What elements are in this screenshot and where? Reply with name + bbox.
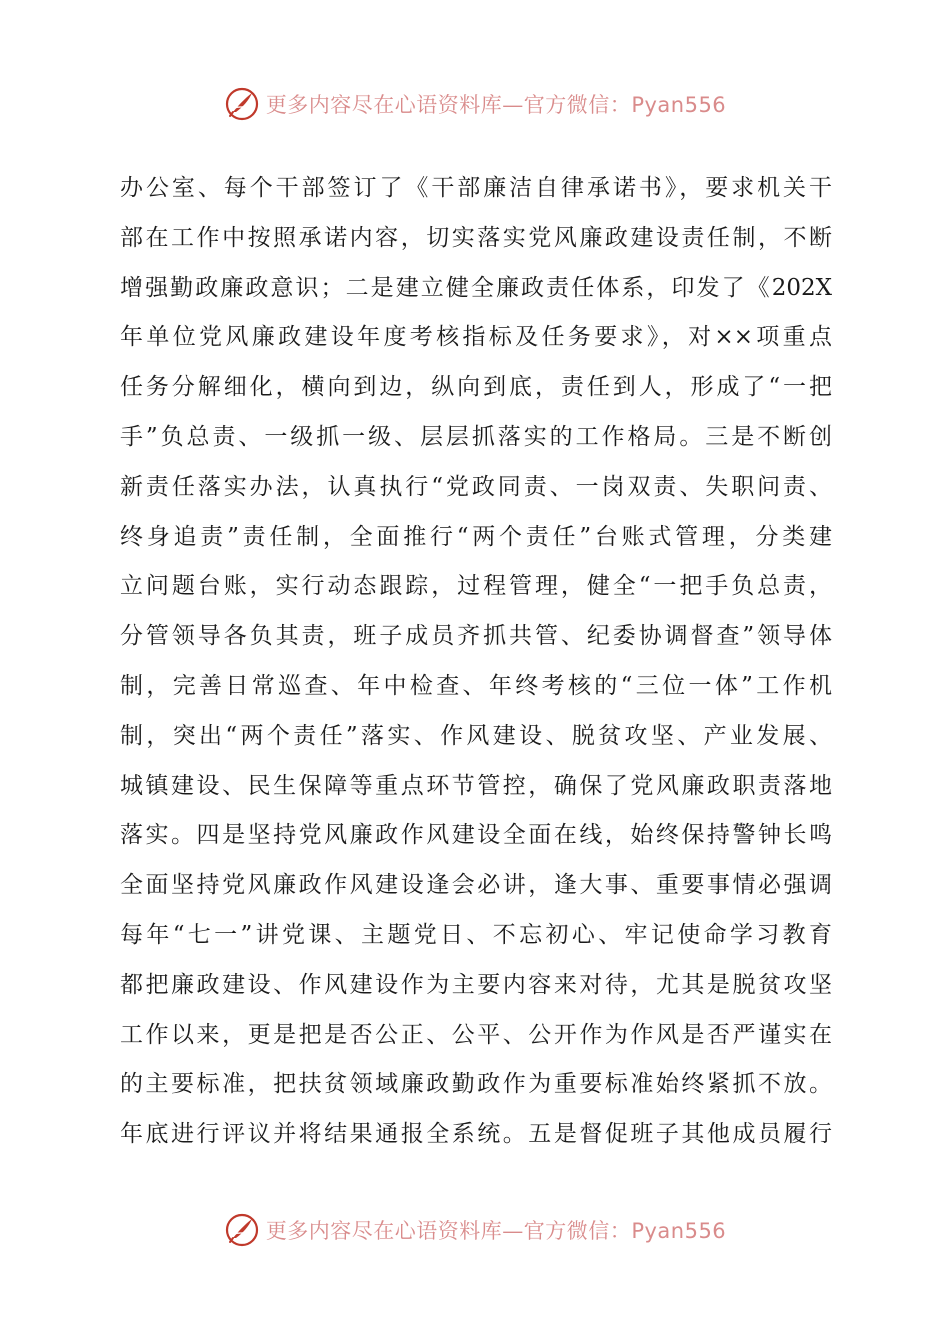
- text-line: 新责任落实办法，认真执行“党政同责、一岗双责、失职问责、: [120, 473, 832, 500]
- footer-banner-text: 更多内容尽在心语资料库—官方微信：Pyan556: [265, 1219, 727, 1243]
- text-line: 全面坚持党风廉政作风建设逢会必讲，逢大事、重要事情必强调: [120, 872, 832, 899]
- header-banner: [0, 84, 950, 124]
- quill-pen-logo-icon: [224, 1212, 260, 1248]
- text-line: 任务分解细化，横向到边，纵向到底，责任到人，形成了“一把: [120, 374, 832, 401]
- quill-pen-logo-icon: [224, 86, 260, 122]
- text-line: 分管领导各负其责，班子成员齐抓共管、纪委协调督查”领导体: [120, 623, 832, 650]
- text-line: 立问题台账，实行动态跟踪，过程管理，健全“一把手负总责，: [120, 573, 832, 600]
- footer-banner: [0, 1210, 950, 1250]
- text-line: 制，突出“两个责任”落实、作风建设、脱贫攻坚、产业发展、: [120, 722, 832, 749]
- text-line: 增强勤政廉政意识；二是建立健全廉政责任体系，印发了《202X: [120, 274, 832, 301]
- document-body: [120, 164, 832, 1160]
- text-line: 工作以来，更是把是否公正、公平、公开作为作风是否严谨实在: [120, 1021, 832, 1048]
- text-line: 手”负总责、一级抓一级、层层抓落实的工作格局。三是不断创: [120, 423, 832, 450]
- text-line: 年单位党风廉政建设年度考核指标及任务要求》，对××项重点: [120, 324, 832, 351]
- text-line: 城镇建设、民生保障等重点环节管控，确保了党风廉政职责落地: [120, 772, 832, 799]
- text-line: 落实。四是坚持党风廉政作风建设全面在线，始终保持警钟长鸣: [120, 822, 832, 849]
- header-banner-text: 更多内容尽在心语资料库—官方微信：Pyan556: [265, 93, 727, 117]
- text-line: 年底进行评议并将结果通报全系统。五是督促班子其他成员履行: [120, 1121, 832, 1148]
- text-line: 每年“七一”讲党课、主题党日、不忘初心、牢记使命学习教育: [120, 921, 832, 948]
- text-line: 部在工作中按照承诺内容，切实落实党风廉政建设责任制，不断: [120, 224, 832, 251]
- text-line: 的主要标准，把扶贫领域廉政勤政作为重要标准始终紧抓不放。: [120, 1071, 832, 1098]
- text-line: 制，完善日常巡查、年中检查、年终考核的“三位一体”工作机: [120, 672, 832, 699]
- text-line: 终身追责”责任制，全面推行“两个责任”台账式管理，分类建: [120, 523, 832, 550]
- text-line: 办公室、每个干部签订了《干部廉洁自律承诺书》，要求机关干: [120, 175, 832, 201]
- text-line: 都把廉政建设、作风建设作为主要内容来对待，尤其是脱贫攻坚: [120, 971, 832, 998]
